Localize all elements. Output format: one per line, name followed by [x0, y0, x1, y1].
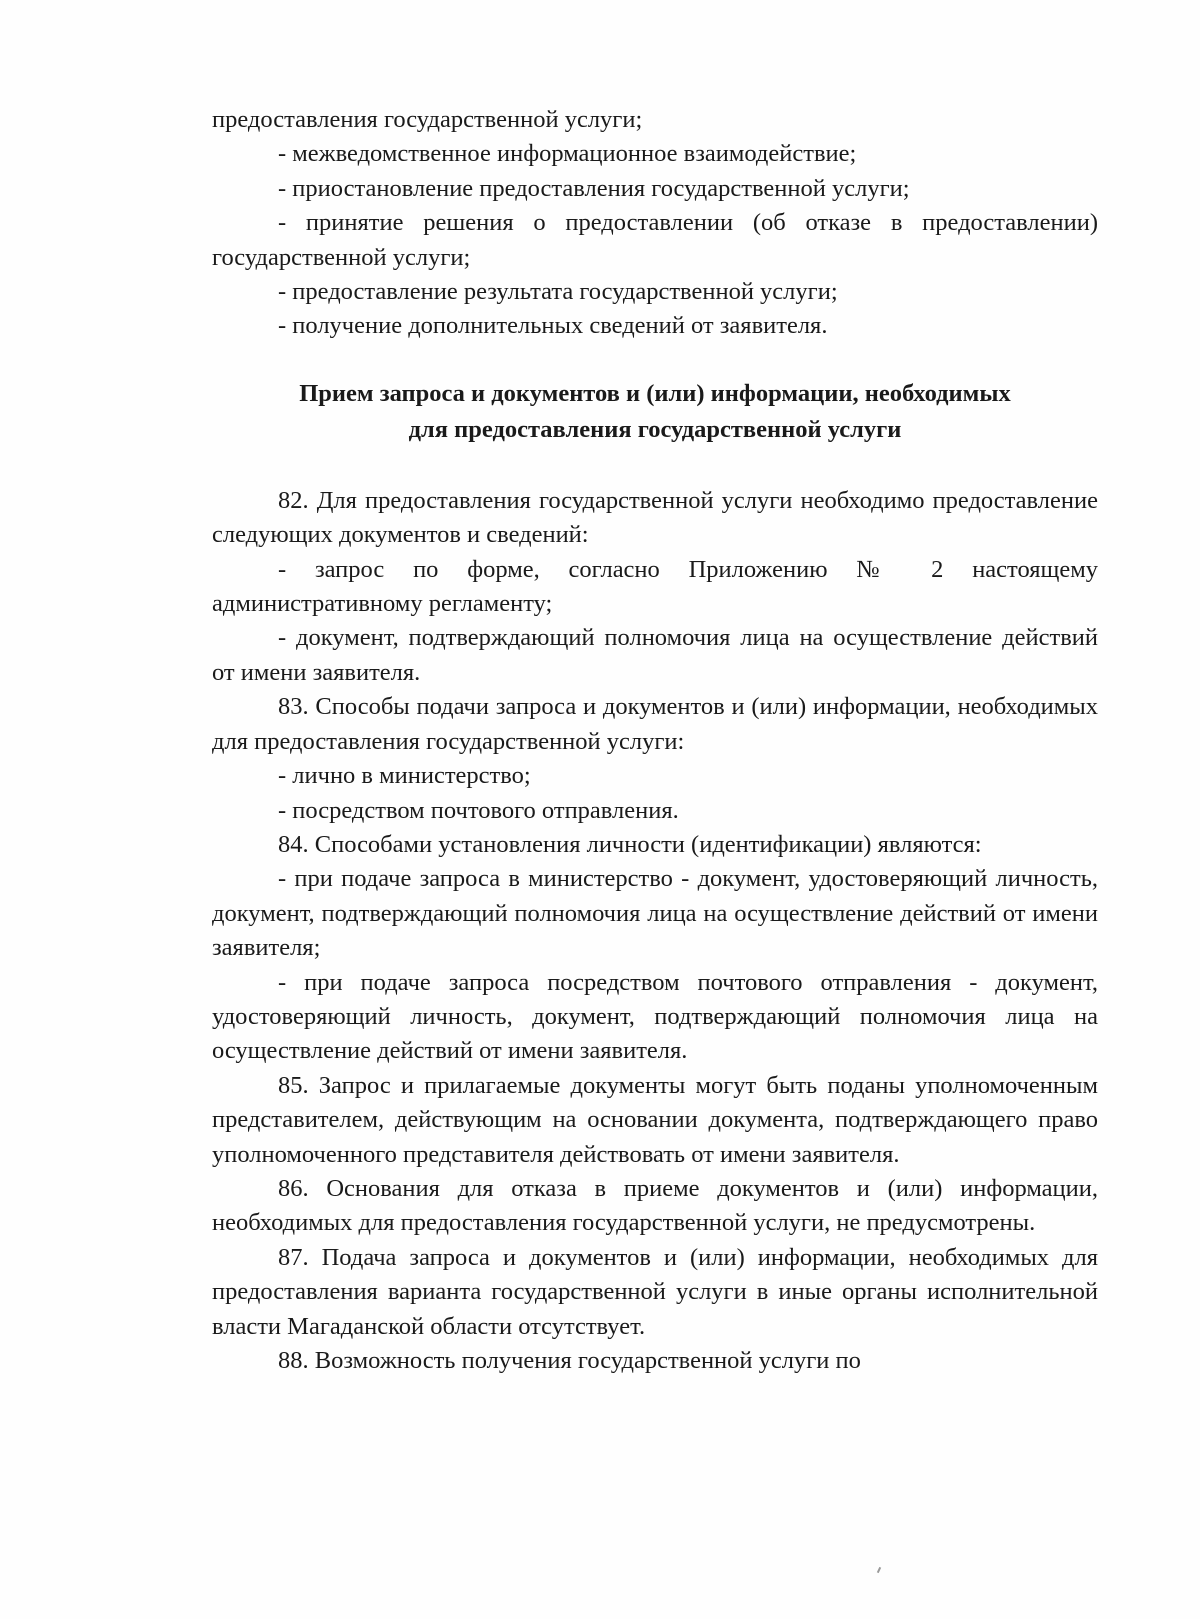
list-item: - документ, подтверждающий полномочия лица на осуществление действий от имени заявителя. [212, 624, 1098, 686]
section-heading-line-2: для предоставления государственной услуги [408, 415, 902, 443]
list-item: - приостановление предоставления государственной услуги; [278, 174, 910, 202]
list-item: - принятие решения о предоставлении (об отказе в предоставлении) государственной услуги; [212, 209, 1098, 271]
section-heading [212, 376, 1098, 448]
paragraph-85: 85. Запрос и прилагаемые документы могут быть поданы уполномоченным представителем, действующим на основании документа, подтверждающего право уполномоченного представителя действовать от имени заявителя. [212, 1071, 1098, 1168]
paragraph-84: 84. Способами установления личности (идентификации) являются: [278, 830, 982, 858]
list-item: - при подаче запроса посредством почтового отправления - документ, удостоверяющий личность, документ, подтверждающий полномочия лица на осуществление действий от имени заявителя. [212, 968, 1098, 1065]
paragraph-82: 82. Для предоставления государственной услуги необходимо предоставление следующих документов и сведений: [212, 486, 1098, 549]
continued-line: предоставления государственной услуги; [212, 106, 643, 133]
document-body [212, 103, 1098, 1378]
paragraph-83: 83. Способы подачи запроса и документов и (или) информации, необходимых для предоставления государственной услуги: [212, 693, 1098, 755]
scan-speck [877, 1567, 881, 1573]
paragraph-87: 87. Подача запроса и документов и (или) информации, необходимых для предоставления варианта государственной услуги в иные органы исполнительной власти Магаданской области отсутствует. [212, 1243, 1098, 1340]
paragraph-88: 88. Возможность получения государственной услуги по [278, 1347, 861, 1374]
list-item: - при подаче запроса в министерство - документ, удостоверяющий личность, документ, подтверждающий полномочия лица на осуществление действий от имени заявителя; [212, 865, 1098, 962]
paragraph-86: 86. Основания для отказа в приеме документов и (или) информации, необходимых для предоставления государственной услуги, не предусмотрены. [212, 1174, 1098, 1237]
list-item: - запрос по форме, согласно Приложению № 2 настоящему административному регламенту; [212, 555, 1098, 618]
list-item: - получение дополнительных сведений от заявителя. [278, 312, 828, 340]
list-item: - лично в министерство; [278, 762, 531, 790]
list-item: - посредством почтового отправления. [278, 796, 679, 824]
section-heading-line-1: Прием запроса и документов и (или) информации, необходимых [299, 379, 1011, 407]
list-item: - межведомственное информационное взаимодействие; [278, 140, 857, 168]
list-item: - предоставление результата государственной услуги; [278, 278, 838, 306]
